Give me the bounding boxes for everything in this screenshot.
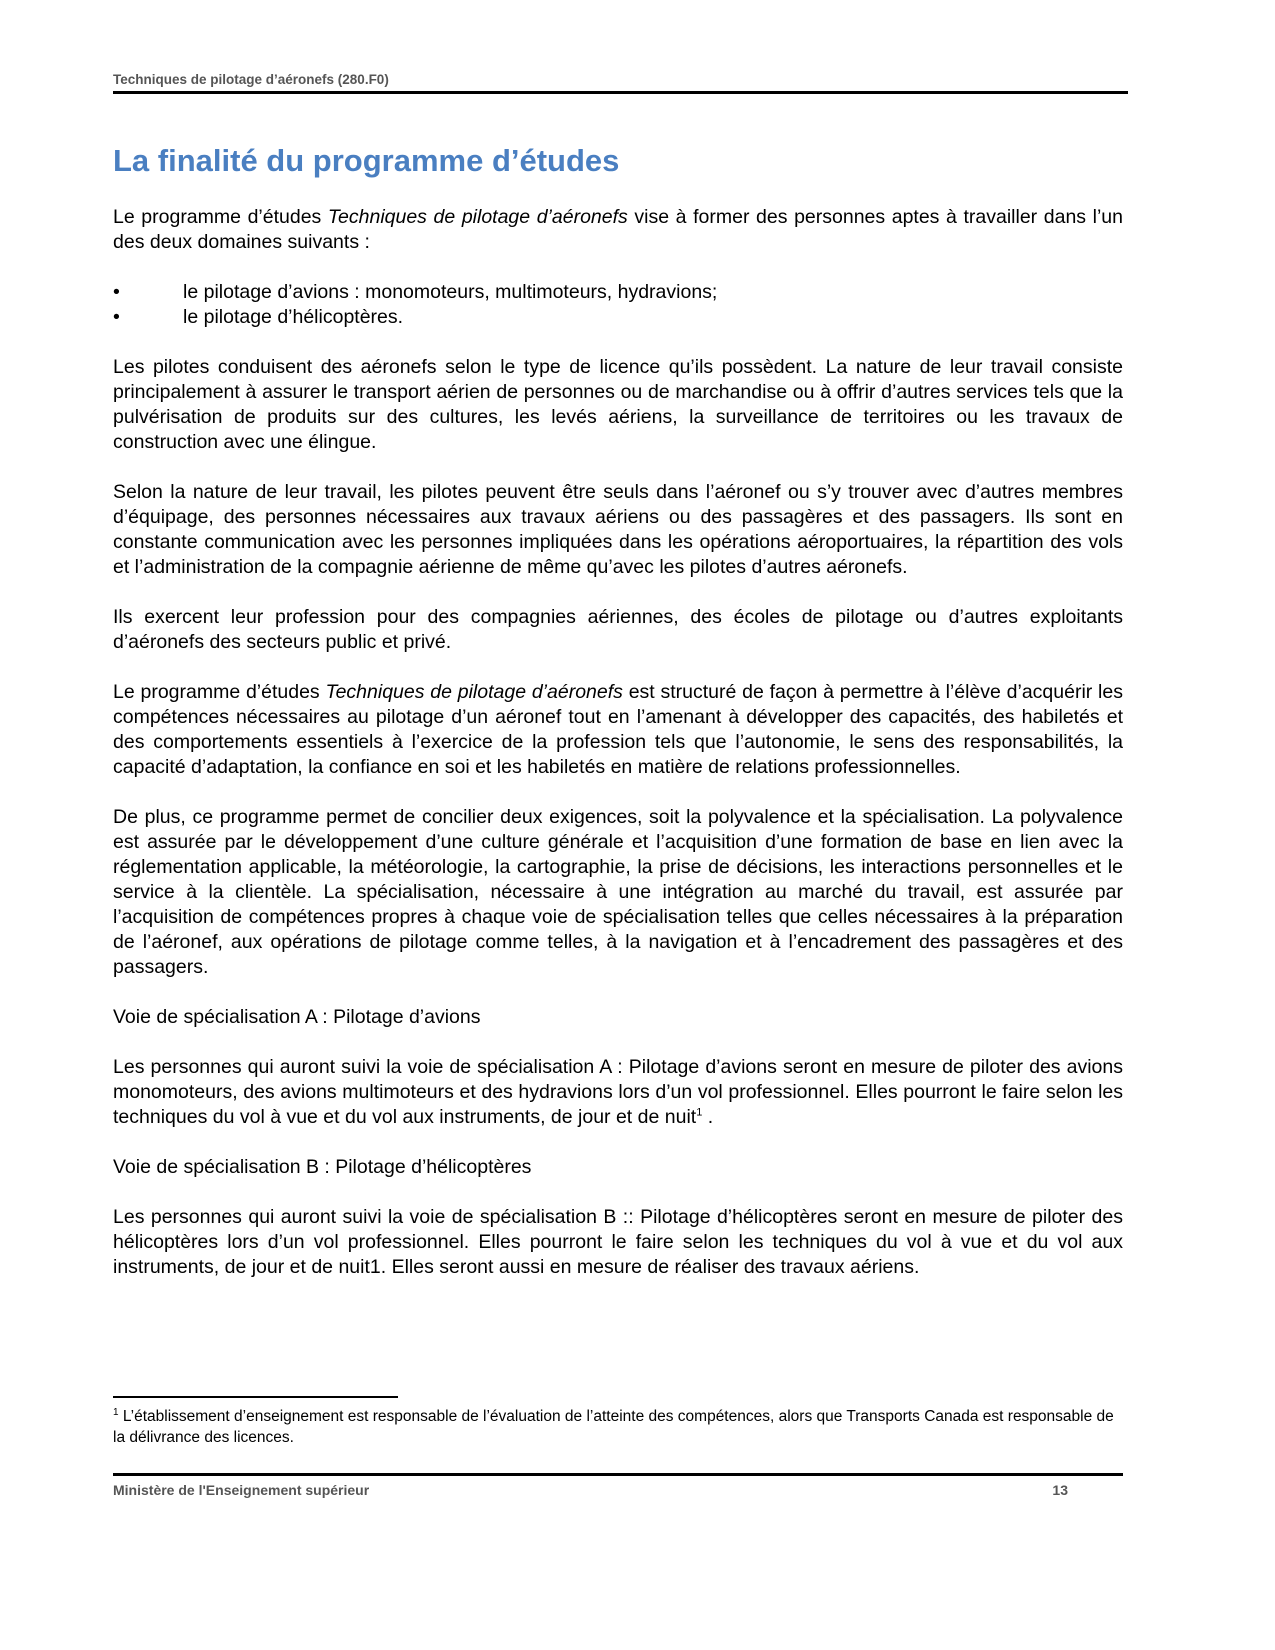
footer-rule — [113, 1473, 1123, 1476]
paragraph-employers: Ils exercent leur profession pour des compagnies aériennes, des écoles de pilotage ou d’autres exploitants d’aéronefs des secteurs public et privé. — [113, 606, 1123, 653]
paragraph-pilots-role: Les pilotes conduisent des aéronefs selon le type de licence qu’ils possèdent. La nature de leur travail consiste principalement à assurer le transport aérien de personnes ou de marchandise ou à offrir d’autres services tels que la pulvérisation de produits sur des cultures, les levés aériens, la surveillance de territoires ou les travaux de construction avec une élingue. — [113, 356, 1123, 453]
footer-organization: Ministère de l'Enseignement supérieur — [113, 1482, 370, 1498]
footnote — [113, 1406, 1123, 1448]
page-header — [113, 70, 1128, 94]
list-item — [113, 280, 1123, 305]
list-item — [113, 305, 1123, 330]
voie-a-paragraph — [113, 1055, 1123, 1130]
header-rule — [113, 91, 1128, 94]
bullet-icon: • — [113, 306, 120, 328]
page-title: La finalité du programme d’études — [113, 143, 620, 178]
footnote-marker: 1 — [113, 1406, 119, 1418]
list-item-text: le pilotage d’hélicoptères. — [183, 306, 404, 328]
list-item-text: le pilotage d’avions : monomoteurs, multimoteurs, hydravions; — [183, 281, 718, 303]
paragraph-work-context: Selon la nature de leur travail, les pilotes peuvent être seuls dans l’aéronef ou s’y trouver avec d’autres membres d’équipage, des personnes nécessaires aux travaux aériens ou des passagères et des passagers. Ils sont en constante communication avec les personnes impliquées dans les opérations aéroportuaires, la répartition des vols et l’administration de la compagnie aérienne de même qu’avec les pilotes d’autres aéronefs. — [113, 481, 1123, 578]
structure-text-end: est structuré de façon à permettre à l’élève d’acquérir les compétences nécessaires au pilotage d’un aéronef tout en l’amenant à développer des capacités, des habiletés et des comportements essentiels à l’exercice de la profession tels que l’autonomie, le sens des responsabilités, la capacité d’adaptation, la confiance en soi et les habiletés en matière de relations professionnelles. — [113, 681, 1123, 778]
paragraph-polyvalence: De plus, ce programme permet de concilier deux exigences, soit la polyvalence et la spécialisation. La polyvalence est assurée par le développement d’une culture générale et l’acquisition d’une formation de base en lien avec la réglementation applicable, la météorologie, la cartographie, la prise de décisions, les interactions personnelles et le service à la clientèle. La spécialisation, nécessaire à une intégration au marché du travail, est assurée par l’acquisition de compétences propres à chaque voie de spécialisation telles que celles nécessaires à la préparation de l’aéronef, aux opérations de pilotage comme telles, à la navigation et à l’encadrement des passagères et des passagers. — [113, 806, 1123, 978]
voie-a-text: Les personnes qui auront suivi la voie de spécialisation A : Pilotage d’avions seront en mesure de piloter des avions monomoteurs, des avions multimoteurs et des hydravions lors d’un vol professionnel. Elles pourront le faire selon les techniques du vol à vue et du vol aux instruments, de jour et de nuit — [113, 1056, 1123, 1128]
bullet-icon: • — [113, 281, 120, 303]
domain-list — [113, 280, 1123, 330]
intro-text-end: vise à former des personnes aptes à travailler dans l’un des deux domaines suivants : — [113, 206, 1123, 253]
voie-a-text-end: . — [702, 1106, 714, 1128]
page-number: 13 — [1052, 1482, 1068, 1498]
voie-b-heading: Voie de spécialisation B : Pilotage d’hélicoptères — [113, 1156, 532, 1178]
paragraph-program-structure — [113, 680, 1123, 780]
footnote-separator — [113, 1396, 398, 1398]
intro-text-start: Le programme d’études — [113, 206, 328, 228]
voie-b-paragraph: Les personnes qui auront suivi la voie de spécialisation B :: Pilotage d’hélicoptères seront en mesure de piloter des hélicoptères lors d’un vol professionnel. Elles pourront le faire selon les techniques du vol à vue et du vol aux instruments, de jour et de nuit1. Elles seront aussi en mesure de réaliser des travaux aériens. — [113, 1206, 1123, 1278]
voie-a-heading: Voie de spécialisation A : Pilotage d’avions — [113, 1006, 481, 1028]
program-name: Techniques de pilotage d’aéronefs — [325, 681, 623, 703]
footnote-text: L’établissement d’enseignement est responsable de l’évaluation de l’atteinte des compétences, alors que Transports Canada est responsable de la délivrance des licences. — [113, 1408, 1114, 1446]
document-body — [113, 205, 1123, 1305]
program-name: Techniques de pilotage d’aéronefs — [327, 206, 628, 228]
page-footer — [113, 1473, 1123, 1498]
footnote-reference[interactable]: 1 — [696, 1106, 703, 1119]
structure-text-start: Le programme d’études — [113, 681, 326, 703]
intro-paragraph — [113, 205, 1123, 255]
running-title: Techniques de pilotage d’aéronefs (280.F0) — [113, 72, 389, 87]
